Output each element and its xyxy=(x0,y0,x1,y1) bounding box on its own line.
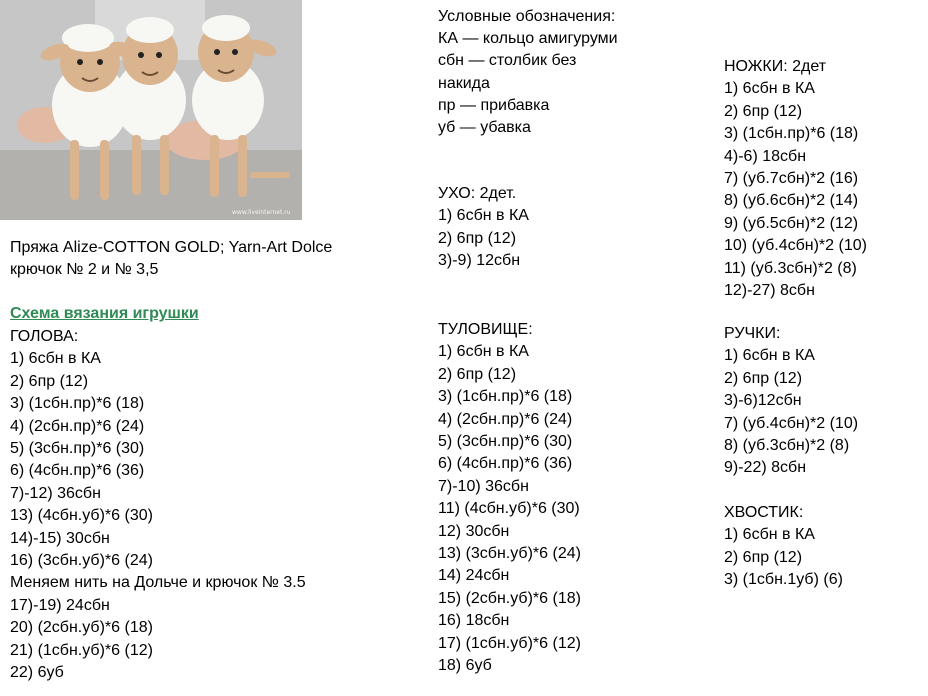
legend-row: сбн — столбик без xyxy=(438,52,577,70)
head-section xyxy=(10,326,306,685)
legend-row: накида xyxy=(438,74,490,92)
legs-row: 7) (уб.7сбн)*2 (16) xyxy=(724,170,859,188)
head-title: ГОЛОВА: xyxy=(10,328,79,345)
body-row: 18) 6уб xyxy=(438,657,492,675)
legs-row: 10) (уб.4сбн)*2 (10) xyxy=(724,237,867,255)
head-row: 5) (3сбн.пр)*6 (30) xyxy=(10,440,145,458)
ear-row: 2) 6пр (12) xyxy=(438,229,517,247)
arms-title: РУЧКИ: xyxy=(724,325,781,342)
head-row: 6) (4сбн.пр)*6 (36) xyxy=(10,462,145,480)
legs-row: 8) (уб.6сбн)*2 (14) xyxy=(724,192,859,210)
arms-row: 9)-22) 8сбн xyxy=(724,459,807,477)
head-row: 2) 6пр (12) xyxy=(10,372,89,390)
body-row: 11) (4сбн.уб)*6 (30) xyxy=(438,500,580,518)
body-section xyxy=(438,319,581,678)
body-row: 13) (3сбн.уб)*6 (24) xyxy=(438,545,581,563)
sheep-photo xyxy=(0,0,302,220)
body-row: 12) 30сбн xyxy=(438,522,510,540)
yarn-info xyxy=(10,237,332,281)
head-row: 7)-12) 36сбн xyxy=(10,484,101,502)
head-row: 21) (1сбн.уб)*6 (12) xyxy=(10,641,153,659)
legs-row: 4)-6) 18сбн xyxy=(724,147,807,165)
legs-row: 2) 6пр (12) xyxy=(724,102,803,120)
hook-line: крючок № 2 и № 3,5 xyxy=(10,261,159,278)
arms-row: 1) 6сбн в КА xyxy=(724,347,815,365)
legs-row: 9) (уб.5сбн)*2 (12) xyxy=(724,214,859,232)
photo-watermark: www.liveinternet.ru xyxy=(232,209,291,216)
body-row: 3) (1сбн.пр)*6 (18) xyxy=(438,388,573,406)
head-row: 3) (1сбн.пр)*6 (18) xyxy=(10,395,145,413)
body-row: 17) (1сбн.уб)*6 (12) xyxy=(438,634,581,652)
legend-row: КА — кольцо амигуруми xyxy=(438,30,618,48)
ear-row: 1) 6сбн в КА xyxy=(438,207,529,225)
body-row: 5) (3сбн.пр)*6 (30) xyxy=(438,433,573,451)
yarn-line: Пряжа Alize-COTTON GOLD; Yarn-Art Dolce xyxy=(10,239,333,256)
legend-section xyxy=(438,6,618,139)
head-row: 14)-15) 30сбн xyxy=(10,529,110,547)
ear-section xyxy=(438,183,529,273)
legend-row: пр — прибавка xyxy=(438,96,550,114)
arms-row: 8) (уб.3сбн)*2 (8) xyxy=(724,437,850,455)
legend-title: Условные обозначения: xyxy=(438,8,616,25)
arms-section xyxy=(724,323,858,480)
arms-row: 3)-6)12сбн xyxy=(724,392,802,410)
tail-row: 2) 6пр (12) xyxy=(724,548,803,566)
legs-row: 1) 6сбн в КА xyxy=(724,80,815,98)
legs-row: 3) (1сбн.пр)*6 (18) xyxy=(724,125,859,143)
ear-row: 3)-9) 12сбн xyxy=(438,252,521,270)
legs-row: 12)-27) 8сбн xyxy=(724,282,815,300)
body-row: 16) 18сбн xyxy=(438,612,510,630)
head-row: 4) (2сбн.пр)*6 (24) xyxy=(10,417,145,435)
head-row: 13) (4сбн.уб)*6 (30) xyxy=(10,507,153,525)
head-row: Меняем нить на Дольче и крючок № 3.5 xyxy=(10,574,306,592)
tail-section xyxy=(724,502,843,592)
head-row: 22) 6уб xyxy=(10,664,64,682)
body-row: 2) 6пр (12) xyxy=(438,365,517,383)
legend-row: уб — убавка xyxy=(438,119,531,137)
body-row: 6) (4сбн.пр)*6 (36) xyxy=(438,455,573,473)
body-row: 4) (2сбн.пр)*6 (24) xyxy=(438,410,573,428)
legs-section xyxy=(724,56,867,302)
arms-row: 2) 6пр (12) xyxy=(724,369,803,387)
body-row: 1) 6сбн в КА xyxy=(438,343,529,361)
head-row: 17)-19) 24сбн xyxy=(10,596,110,614)
body-row: 14) 24сбн xyxy=(438,567,510,585)
legs-title: НОЖКИ: 2дет xyxy=(724,58,827,75)
head-row: 20) (2сбн.уб)*6 (18) xyxy=(10,619,153,637)
body-row: 15) (2сбн.уб)*6 (18) xyxy=(438,589,581,607)
body-row: 7)-10) 36сбн xyxy=(438,477,529,495)
knitting-scheme-link[interactable]: Схема вязания игрушки xyxy=(10,305,199,322)
tail-row: 3) (1сбн.1уб) (6) xyxy=(724,571,843,589)
head-row: 1) 6сбн в КА xyxy=(10,350,101,368)
legs-row: 11) (уб.3сбн)*2 (8) xyxy=(724,259,857,277)
head-row: 16) (3сбн.уб)*6 (24) xyxy=(10,552,153,570)
body-title: ТУЛОВИЩЕ: xyxy=(438,321,533,338)
tail-title: ХВОСТИК: xyxy=(724,504,804,521)
tail-row: 1) 6сбн в КА xyxy=(724,526,815,544)
ear-title: УХО: 2дет. xyxy=(438,185,517,202)
arms-row: 7) (уб.4сбн)*2 (10) xyxy=(724,414,859,432)
sheep-photo-illustration xyxy=(0,0,302,220)
